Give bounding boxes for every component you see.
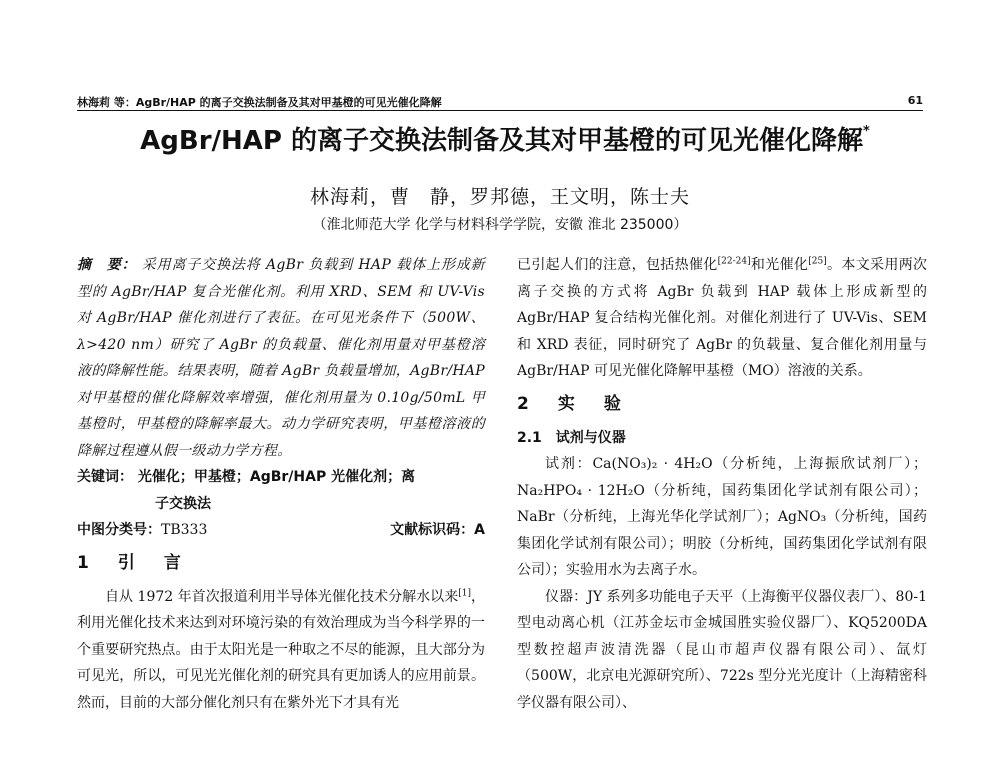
clc-label: 中图分类号： bbox=[77, 522, 161, 538]
article-title-text: AgBr/HAP 的离子交换法制备及其对甲基橙的可见光催化降解 bbox=[140, 126, 864, 156]
running-header bbox=[77, 92, 923, 111]
abstract bbox=[77, 252, 485, 464]
instruments-paragraph: 仪器：JY 系列多功能电子天平（上海衡平仪器仪表厂）、80-1 型电动离心机（江苏金坛市金城国胜实验仪器厂）、KQ5200DA 型数控超声波清洗器（昆山市超声仪器有限公司）、氙灯（500W，北京电光源研究所）、722s 型分光光度计（上海精密科学仪器有限公司）、 bbox=[517, 588, 927, 711]
title-footnote-mark: * bbox=[863, 124, 870, 140]
keywords-line1: 光催化；甲基橙；AgBr/HAP 光催化剂；离 bbox=[137, 469, 416, 485]
page-number: 61 bbox=[907, 94, 923, 107]
cont-text-a: 已引起人们的注意，包括热催化 bbox=[517, 257, 718, 273]
doc-value: A bbox=[474, 522, 485, 538]
doc-label: 文献标识码： bbox=[390, 522, 475, 538]
intro-text-a: 自从 1972 年首次报道利用半导体光催化技术分解水以来 bbox=[105, 588, 459, 605]
keywords-label: 关键词： bbox=[77, 469, 133, 485]
abstract-text: 采用离子交换法将 AgBr 负载到 HAP 载体上形成新型的 AgBr/HAP 复合光催化剂。利用 XRD、SEM 和 UV-Vis 对 AgBr/HAP 催化剂进行了表征。在可见光条件下（500W、λ>420 nm）研究了 AgBr 的负载量、催化剂用量对甲基橙溶液的降解性能。结果表明，随着 AgBr 负载量增加，AgBr/HAP 对甲基橙的催化降解效率增强，催化剂用量为 0.10g/50mL 甲基橙时，甲基橙的降解率最大。动力学研究表明，甲基橙溶液的降解过程遵从假一级动力学方程。 bbox=[77, 257, 485, 459]
classification-line bbox=[77, 517, 485, 544]
keywords bbox=[77, 464, 485, 517]
keywords-line2: 子交换法 bbox=[155, 495, 211, 512]
introduction-paragraph bbox=[77, 584, 485, 717]
citation-22-24: [22-24] bbox=[717, 256, 751, 267]
section-heading-experiment: 2 实 验 bbox=[517, 393, 627, 414]
cont-text-c: 。本文采用两次离子交换的方式将 AgBr 负载到 HAP 载体上形成新型的 AgBr/HAP 复合结构光催化剂。对催化剂进行了 UV-Vis、SEM 和 XRD 表征，同时研究了 AgBr 的负载量、复合催化剂用量与 AgBr/HAP 可见光催化降解甲基橙（MO）溶液的关系。 bbox=[517, 257, 928, 379]
section-heading-introduction: 1 引 言 bbox=[77, 552, 187, 573]
left-column bbox=[77, 252, 485, 716]
author-list: 林海莉，曹 静，罗邦德，王文明，陈士夫 bbox=[309, 186, 690, 208]
citation-1: [1] bbox=[458, 587, 471, 598]
intro-continuation bbox=[517, 252, 927, 385]
running-title: 林海莉 等：AgBr/HAP 的离子交换法制备及其对甲基橙的可见光催化降解 bbox=[77, 96, 442, 109]
cont-text-b: 和光催化 bbox=[750, 257, 809, 273]
intro-text-b: ，利用光催化技术来达到对环境污染的有效治理成为当今科学界的一个重要研究热点。由于太阳光是一种取之不尽的能源，且大部分为可见光，所以，可见光光催化剂的研究具有更加诱人的应用前景。然而，目前的大部分催化剂只有在紫外光下才具有光 bbox=[77, 588, 485, 711]
article-title bbox=[70, 120, 940, 157]
citation-25: [25] bbox=[808, 256, 827, 267]
affiliation: （淮北师范大学 化学与材料科学学院，安徽 淮北 235000） bbox=[312, 217, 688, 233]
clc-code bbox=[77, 517, 207, 544]
clc-value: TB333 bbox=[161, 522, 208, 538]
abstract-label: 摘 要： bbox=[77, 257, 137, 273]
reagents-paragraph: 试剂：Ca(NO₃)₂ · 4H₂O（分析纯，上海振欣试剂厂）；Na₂HPO₄ · 12H₂O（分析纯，国药集团化学试剂有限公司）；NaBr（分析纯，上海光华化学试剂厂）；AgNO₃（分析纯，国药集团化学试剂有限公司）；明胶（分析纯，国药集团化学试剂有限公司）；实验用水为去离子水。 bbox=[517, 456, 927, 578]
doc-code bbox=[390, 517, 485, 544]
right-column bbox=[517, 252, 927, 716]
subsection-heading-reagents: 2.1 试剂与仪器 bbox=[517, 429, 626, 446]
